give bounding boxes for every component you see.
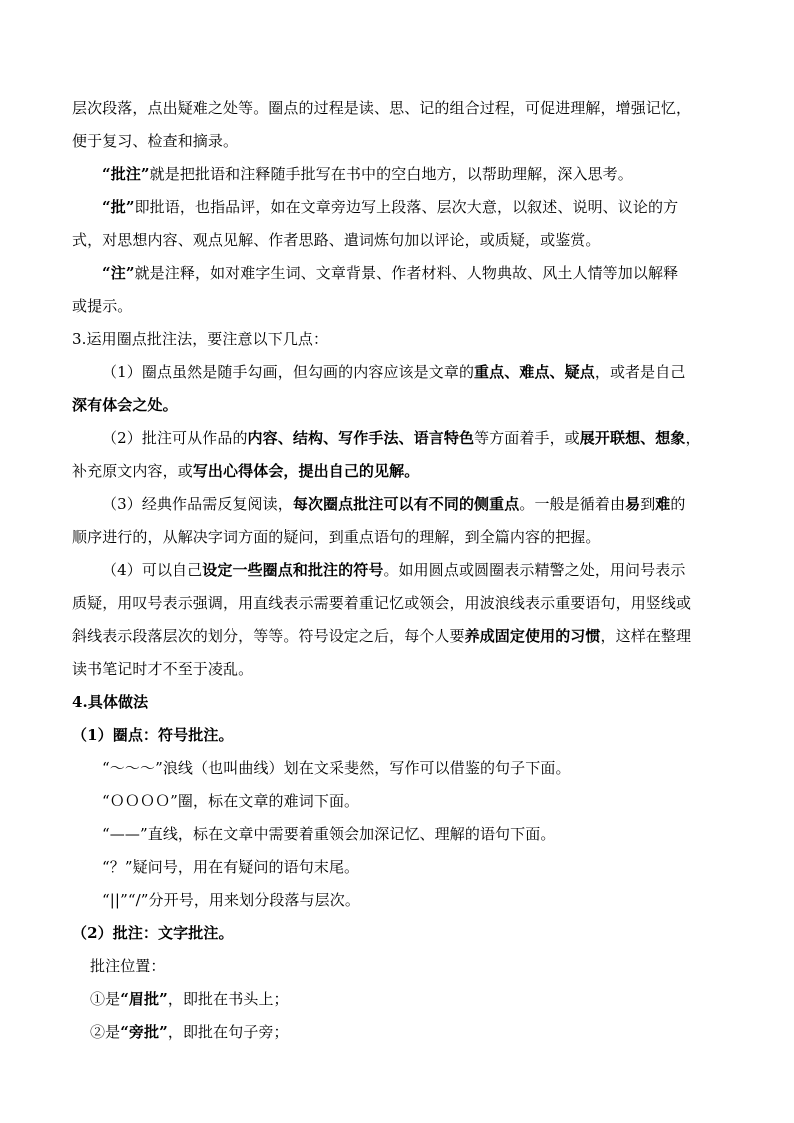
symbol-item: “？”疑问号，用在有疑问的语句末尾。 [102,858,360,876]
definition-text: 即批语，也指品评，如在文章旁边写上段落、层次大意，以叙述、说明、议论的方 [134,198,679,216]
text-run: 补充原文内容，或 [72,462,193,480]
point-4-cont [72,620,732,653]
point-2-cont [72,455,732,488]
bold-run: 难 [655,495,671,513]
symbol-item: “——”直线，标在文章中需要着重领会加深记忆、理解的语句下面。 [102,825,556,843]
text-run: 。一般是循着由 [519,495,626,513]
text-run: 的 [670,495,686,513]
paragraph-line: 层次段落，点出疑难之处等。圈点的过程是读、思、记的组合过程，可促进理解，增强记忆， [72,99,692,117]
bold-run: 养成固定使用的习惯 [464,627,601,645]
heading-text: （1）圈点：符号批注。 [72,726,234,744]
text-run: （1）圈点虽然是随手勾画，但勾画的内容应该是文章的 [102,363,475,381]
bold-run: 写出心得体会，提出自己的见解。 [192,462,420,480]
text-run: ，或者是自己 [594,363,686,381]
paragraph-line: 便于复习、检查和摘录。 [72,132,239,150]
document-page [72,92,732,1049]
bold-run: 重点、难点、疑点 [474,363,595,381]
heading-text: （2）批注：文字批注。 [72,924,234,942]
bold-run: 每次圈点批注可以有不同的侧重点 [292,495,520,513]
text-run: ②是 [90,1023,121,1041]
term-pi: “批” [102,198,135,216]
bold-run: 展开联想、想象 [579,429,686,447]
definition-zhu [72,257,732,290]
point-2 [72,422,732,455]
bold-run: 深有体会之处。 [72,396,178,414]
term-zhu: “注” [102,264,135,282]
text-run: 斜线表示段落层次的划分，等等。符号设定之后，每个人要 [72,627,465,645]
bold-run: “旁批” [120,1023,168,1041]
text-run: （2）批注可从作品的 [102,429,248,447]
section-heading-4 [72,686,732,719]
point-4 [72,554,732,587]
annotation-position-label: 批注位置： [90,957,166,975]
symbol-item: “～～～”浪线（也叫曲线）划在文采斐然，写作可以借鉴的句子下面。 [102,759,571,777]
text-run: ①是 [90,990,121,1008]
paragraph-line: 式，对思想内容、观点见解、作者思路、遣词炼句加以评论，或质疑，或鉴赏。 [72,231,601,249]
bold-run: “眉批” [120,990,168,1008]
annotation-position-1 [72,983,732,1016]
section-heading-3: 3.运用圈点批注法，要注意以下几点： [72,330,329,348]
text-run: ，即批在句子旁； [167,1023,289,1041]
heading-text: 4.具体做法 [72,693,149,711]
point-3-cont: 顺序进行的，从解决字词方面的疑问，到重点语句的理解，到全篇内容的把握。 [72,528,601,546]
definition-text: 就是把批语和注释随手批写在书中的空白地方，以帮助理解，深入思考。 [149,165,633,183]
definition-pi [72,191,732,224]
bold-run: 内容、结构、写作手法、语言特色 [247,429,475,447]
paragraph-line: 或提示。 [72,297,133,315]
definition-text: 就是注释，如对难字生词、文章背景、作者材料、人物典故、风土人情等加以解释 [134,264,679,282]
definition-pizhu [72,158,732,191]
text-run: 等方面着手，或 [474,429,580,447]
point-4-cont: 质疑，用叹号表示强调，用直线表示需要着重记忆或领会，用波浪线表示重要语句，用竖线或 [72,594,692,612]
term-pizhu: “批注” [102,165,150,183]
text-run: 。如用圆点或圆圈表示精警之处，用问号表示 [383,561,686,579]
symbol-item: “ＯＯＯＯ”圈，标在文章的难词下面。 [102,792,360,810]
point-1-cont [72,389,732,422]
point-1 [72,356,732,389]
subheading-text-annotation [72,917,732,950]
subheading-symbols [72,719,732,752]
text-run: ，这样在整理 [600,627,692,645]
text-run: ， [685,429,701,447]
text-run: 到 [640,495,656,513]
bold-run: 易 [625,495,641,513]
point-3 [72,488,732,521]
symbol-item: “||”“/”分开号，用来划分段落与层次。 [102,891,360,909]
text-run: （3）经典作品需反复阅读， [102,495,293,513]
text-run: ，即批在书头上； [167,990,289,1008]
point-4-cont: 读书笔记时才不至于凌乱。 [72,660,254,678]
annotation-position-2 [72,1016,732,1049]
text-run: （4）可以自己 [102,561,203,579]
bold-run: 设定一些圈点和批注的符号 [202,561,384,579]
